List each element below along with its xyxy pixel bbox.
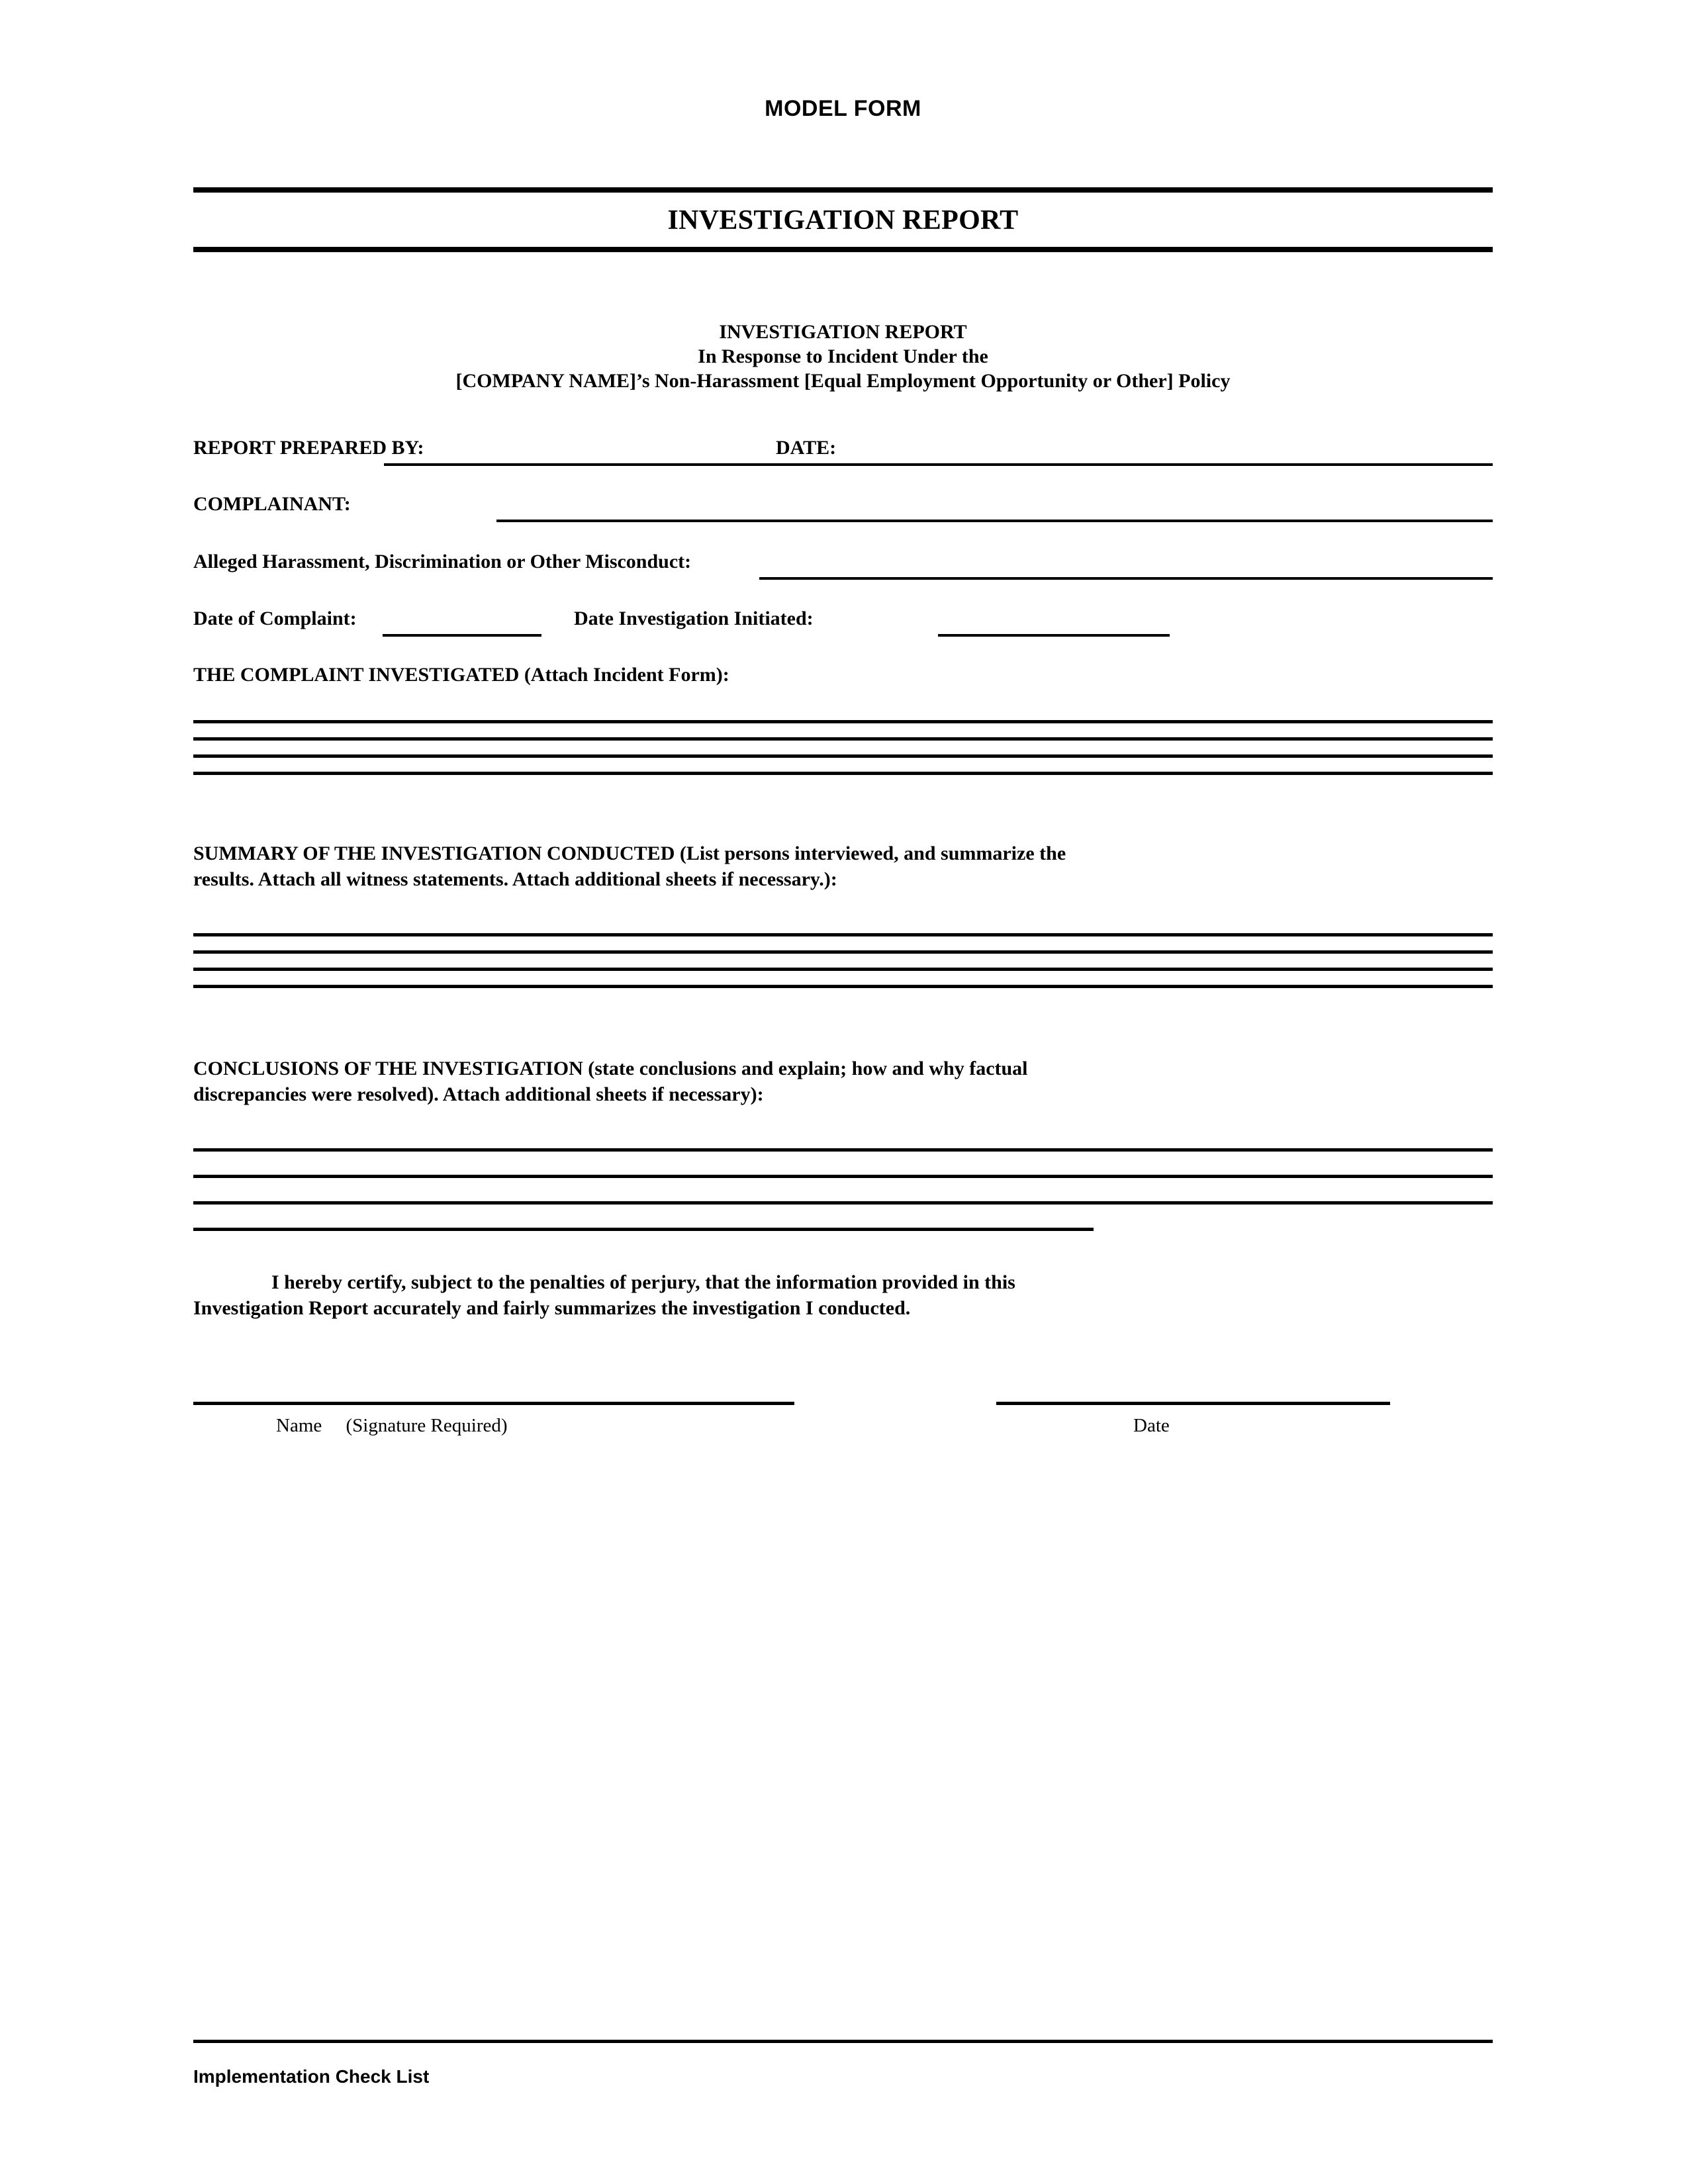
certification-line-1 xyxy=(193,1269,1493,1295)
date-of-complaint-label: Date of Complaint: xyxy=(193,608,357,629)
conclusions-heading-line-1: CONCLUSIONS OF THE INVESTIGATION (state conclusions and explain; how and why factual xyxy=(193,1058,1028,1079)
signature-name-caption: Name (Signature Required) xyxy=(276,1415,508,1436)
report-heading-line-2: In Response to Incident Under the xyxy=(698,345,988,367)
signature-date-line[interactable] xyxy=(996,1402,1390,1405)
report-prepared-by-input[interactable] xyxy=(384,463,1493,466)
banner-title: INVESTIGATION REPORT xyxy=(667,205,1019,236)
certification-paragraph xyxy=(193,1269,1493,1321)
conclusions-line-2[interactable] xyxy=(193,1175,1493,1178)
alleged-misconduct-label: Alleged Harassment, Discrimination or Other Misconduct: xyxy=(193,551,692,572)
date-of-complaint-input[interactable] xyxy=(383,634,541,637)
report-heading-block xyxy=(193,320,1493,393)
complaint-investigated-line-2[interactable] xyxy=(193,737,1493,741)
complaint-investigated-heading: THE COMPLAINT INVESTIGATED (Attach Incident Form): xyxy=(193,664,729,686)
conclusions-line-4[interactable] xyxy=(193,1228,1094,1231)
conclusions-line-3[interactable] xyxy=(193,1201,1493,1205)
summary-heading-line-1: SUMMARY OF THE INVESTIGATION CONDUCTED (List persons interviewed, and summarize the xyxy=(193,842,1066,864)
date-investigation-initiated-input[interactable] xyxy=(938,634,1170,637)
certification-line-1-text: I hereby certify, subject to the penalties of perjury, that the information provided in this xyxy=(271,1271,1015,1293)
complaint-investigated-line-4[interactable] xyxy=(193,772,1493,775)
summary-line-1[interactable] xyxy=(193,933,1493,936)
certification-line-2: Investigation Report accurately and fairly summarizes the investigation I conducted. xyxy=(193,1297,911,1319)
banner-bottom-rule xyxy=(193,247,1493,252)
summary-line-3[interactable] xyxy=(193,968,1493,971)
complainant-input[interactable] xyxy=(496,520,1493,522)
summary-heading xyxy=(193,841,1493,892)
summary-line-4[interactable] xyxy=(193,985,1493,988)
complaint-investigated-line-3[interactable] xyxy=(193,754,1493,758)
footer-label: Implementation Check List xyxy=(193,2066,430,2087)
date-label: DATE: xyxy=(776,437,837,459)
report-prepared-by-label: REPORT PREPARED BY: xyxy=(193,437,424,459)
date-investigation-initiated-label: Date Investigation Initiated: xyxy=(574,608,814,629)
banner-top-rule xyxy=(193,187,1493,193)
complainant-label: COMPLAINANT: xyxy=(193,493,351,515)
alleged-misconduct-input[interactable] xyxy=(759,577,1493,580)
summary-line-2[interactable] xyxy=(193,950,1493,954)
summary-heading-line-2: results. Attach all witness statements. Attach additional sheets if necessary.): xyxy=(193,868,837,890)
conclusions-line-1[interactable] xyxy=(193,1148,1493,1152)
report-heading-line-1: INVESTIGATION REPORT xyxy=(719,321,967,343)
model-form-label: MODEL FORM xyxy=(765,96,921,121)
signature-name-line[interactable] xyxy=(193,1402,794,1405)
report-heading-line-3: [COMPANY NAME]’s Non-Harassment [Equal Employment Opportunity or Other] Policy xyxy=(455,370,1231,392)
complaint-investigated-line-1[interactable] xyxy=(193,720,1493,723)
footer-rule xyxy=(193,2040,1493,2043)
signature-date-caption: Date xyxy=(1133,1415,1170,1436)
banner-title-block xyxy=(193,187,1493,252)
conclusions-heading xyxy=(193,1056,1493,1107)
conclusions-heading-line-2: discrepancies were resolved). Attach additional sheets if necessary): xyxy=(193,1083,764,1105)
